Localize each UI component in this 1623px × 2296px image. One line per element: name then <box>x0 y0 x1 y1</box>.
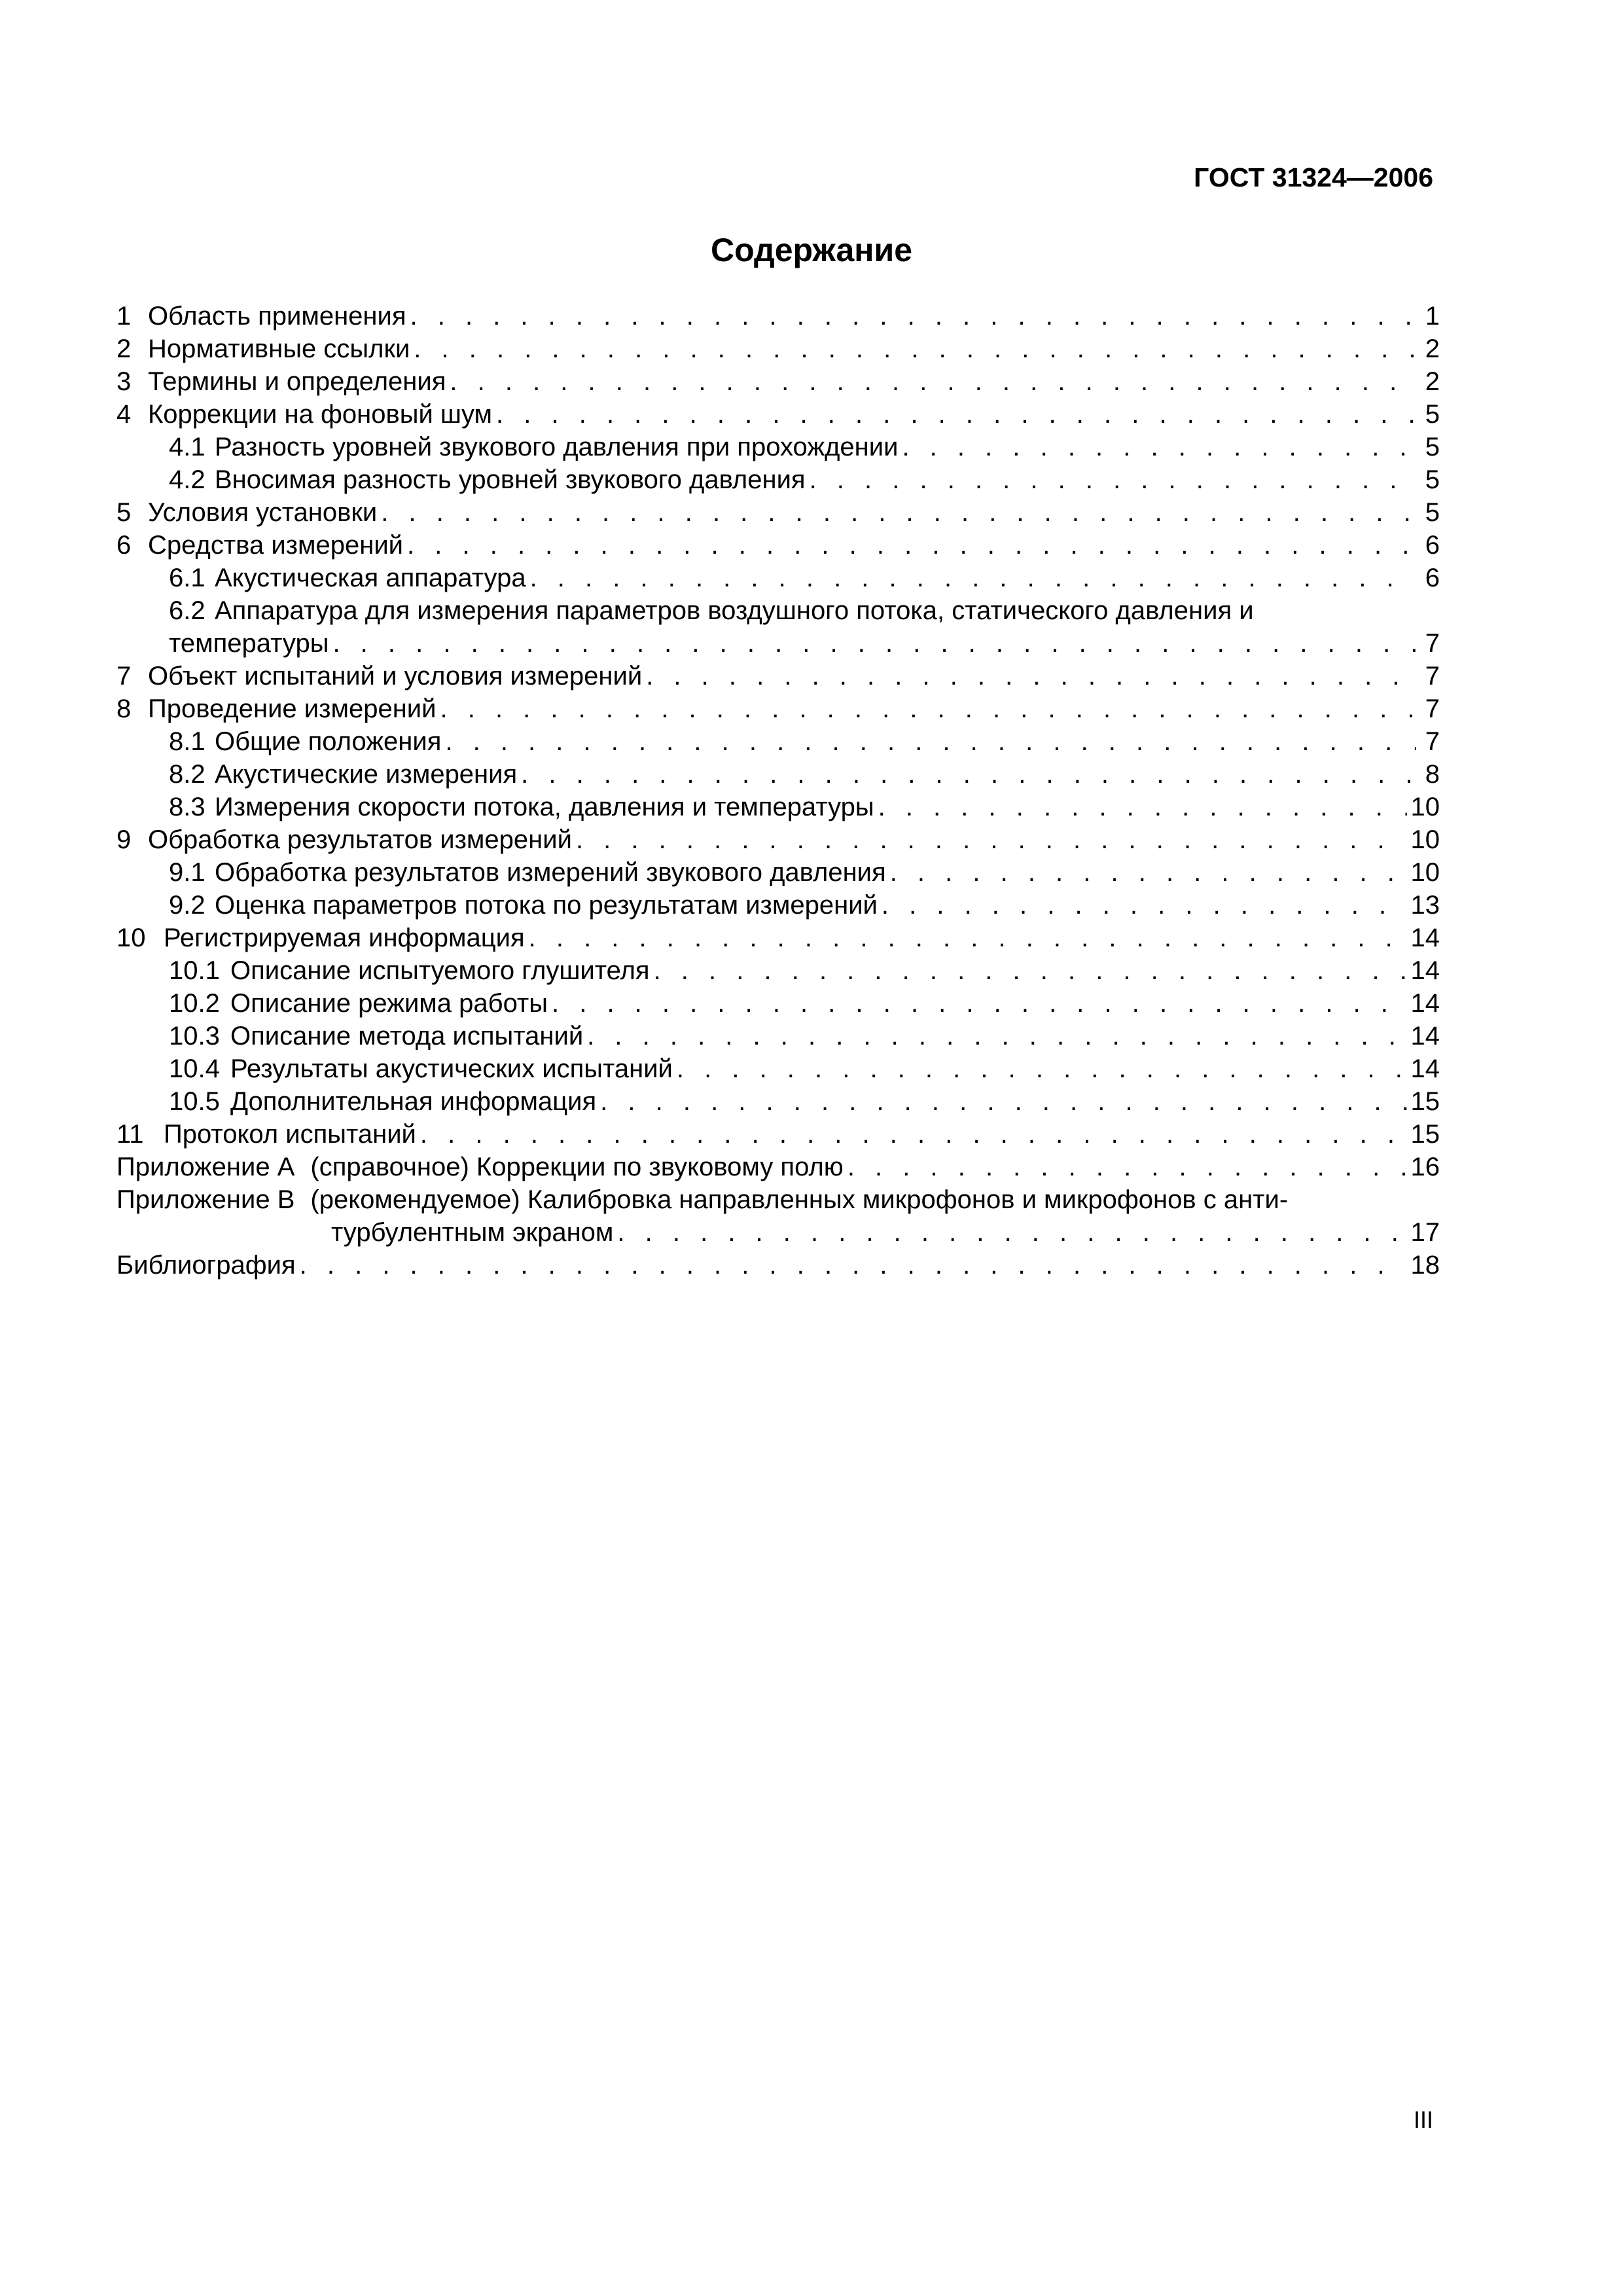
toc-entry-page: 10 <box>1410 825 1440 854</box>
dot-leader <box>450 365 1416 398</box>
toc-entry-number: 6.1 <box>169 564 205 592</box>
toc-entry-8[interactable] <box>116 692 1440 725</box>
toc-entry-page: 5 <box>1425 433 1440 461</box>
toc-entry-6-1[interactable] <box>116 562 1440 594</box>
toc-entry-title: Регистрируемая информация <box>164 924 525 952</box>
dot-leader <box>521 758 1416 791</box>
toc-entry-page: 14 <box>1410 989 1440 1018</box>
toc-entry-title: (справочное) Коррекции по звуковому полю <box>310 1153 844 1181</box>
toc-entry-title: Объект испытаний и условия измерений <box>148 662 643 691</box>
toc-entry-9-2[interactable] <box>116 889 1440 922</box>
toc-entry-8-2[interactable] <box>116 758 1440 791</box>
toc-entry-6-2-continued[interactable] <box>116 627 1440 660</box>
toc-entry-number: 6 <box>116 531 132 560</box>
toc-entry-number: 9.2 <box>169 891 205 920</box>
toc-entry-bibliography[interactable] <box>116 1249 1440 1282</box>
toc-entry-title-continued: температуры <box>169 629 329 658</box>
toc-entry-appendix-b-continued[interactable] <box>116 1216 1440 1249</box>
dot-leader <box>646 660 1416 692</box>
toc-entry-number: 4 <box>116 400 132 429</box>
toc-entry-title: Коррекции на фоновый шум <box>148 400 493 429</box>
toc-entry-number: 9 <box>116 825 132 854</box>
dot-leader <box>440 692 1417 725</box>
toc-entry-title: Обработка результатов измерений <box>148 825 572 854</box>
toc-entry-4-2[interactable] <box>116 463 1440 496</box>
dot-leader <box>414 332 1416 365</box>
toc-entry-title: Аппаратура для измерения параметров воздушного потока, статического давления и <box>215 596 1254 625</box>
toc-entry-3[interactable] <box>116 365 1440 398</box>
dot-leader <box>902 431 1416 463</box>
toc-entry-number: Приложение В <box>116 1185 295 1214</box>
toc-entry-8-1[interactable] <box>116 725 1440 758</box>
toc-entry-number: 8.3 <box>169 793 205 821</box>
toc-entry-page: 10 <box>1410 793 1440 821</box>
document-code: ГОСТ 31324—2006 <box>1194 162 1433 192</box>
toc-entry-number: Приложение А <box>116 1153 295 1181</box>
toc-entry-10-5[interactable] <box>116 1085 1440 1118</box>
toc-entry-title: Проведение измерений <box>148 694 437 723</box>
toc-entry-page: 5 <box>1425 465 1440 494</box>
toc-entry-10[interactable] <box>116 922 1440 954</box>
toc-entry-number: 6.2 <box>169 596 205 625</box>
toc-entry-page: 10 <box>1410 858 1440 887</box>
toc-entry-page: 14 <box>1410 924 1440 952</box>
dot-leader <box>587 1020 1406 1052</box>
toc-entry-page: 16 <box>1410 1153 1440 1181</box>
dot-leader <box>552 987 1407 1020</box>
toc-entry-5[interactable] <box>116 496 1440 529</box>
page-number: III <box>1413 2106 1433 2133</box>
toc-entry-title: Описание режима работы <box>230 989 548 1018</box>
toc-entry-title: Измерения скорости потока, давления и температуры <box>215 793 874 821</box>
toc-entry-page: 2 <box>1425 367 1440 396</box>
toc-entry-title: Библиография <box>116 1251 296 1280</box>
toc-entry-page: 15 <box>1410 1087 1440 1116</box>
toc-entry-title: Область применения <box>148 302 406 331</box>
toc-entry-number: 4.2 <box>169 465 205 494</box>
dot-leader <box>890 856 1407 889</box>
toc-entry-10-1[interactable] <box>116 954 1440 987</box>
toc-entry-title: Разность уровней звукового давления при прохождении <box>215 433 899 461</box>
toc-entry-11[interactable] <box>116 1118 1440 1151</box>
dot-leader <box>882 889 1407 922</box>
toc-entry-page: 7 <box>1425 694 1440 723</box>
toc-entry-number: 11 <box>116 1120 144 1149</box>
toc-entry-page: 14 <box>1410 1022 1440 1050</box>
dot-leader <box>529 922 1407 954</box>
toc-entry-page: 13 <box>1410 891 1440 920</box>
dot-leader <box>407 529 1416 562</box>
toc-entry-number: 4.1 <box>169 433 205 461</box>
toc-entry-title: Результаты акустических испытаний <box>230 1054 673 1083</box>
toc-entry-6-2[interactable] <box>116 594 1440 627</box>
toc-entry-9[interactable] <box>116 823 1440 856</box>
page-title: Содержание <box>710 232 913 268</box>
toc-entry-4[interactable] <box>116 398 1440 431</box>
toc-entry-page: 6 <box>1425 564 1440 592</box>
toc-entry-number: 10.1 <box>169 956 220 985</box>
toc-entry-page: 17 <box>1410 1218 1440 1247</box>
toc-entry-page: 2 <box>1425 334 1440 363</box>
dot-leader <box>677 1052 1407 1085</box>
toc-entry-page: 7 <box>1425 629 1440 658</box>
toc-entry-10-3[interactable] <box>116 1020 1440 1052</box>
toc-entry-title-continued: турбулентным экраном <box>331 1218 614 1247</box>
dot-leader <box>530 562 1416 594</box>
dot-leader <box>878 791 1407 823</box>
toc-entry-page: 15 <box>1410 1120 1440 1149</box>
dot-leader <box>496 398 1416 431</box>
toc-entry-number: 3 <box>116 367 132 396</box>
toc-entry-title: Оценка параметров потока по результатам измерений <box>215 891 878 920</box>
toc-entry-page: 6 <box>1425 531 1440 560</box>
table-of-contents <box>116 300 1440 1282</box>
toc-entry-number: 9.1 <box>169 858 205 887</box>
toc-entry-title: Акустическая аппаратура <box>215 564 526 592</box>
dot-leader <box>600 1085 1406 1118</box>
toc-entry-page: 5 <box>1425 498 1440 527</box>
toc-entry-6[interactable] <box>116 529 1440 562</box>
toc-entry-number: 8.1 <box>169 727 205 756</box>
toc-entry-title: Общие положения <box>215 727 442 756</box>
toc-entry-title: Протокол испытаний <box>164 1120 416 1149</box>
dot-leader <box>445 725 1416 758</box>
toc-entry-page: 14 <box>1410 1054 1440 1083</box>
toc-entry-title: Дополнительная информация <box>230 1087 597 1116</box>
toc-entry-page: 5 <box>1425 400 1440 429</box>
toc-entry-title: Вносимая разность уровней звукового давления <box>215 465 806 494</box>
toc-entry-10-2[interactable] <box>116 987 1440 1020</box>
toc-entry-number: 10.5 <box>169 1087 220 1116</box>
toc-entry-number: 10.3 <box>169 1022 220 1050</box>
toc-entry-number: 7 <box>116 662 132 691</box>
dot-leader <box>654 954 1407 987</box>
toc-entry-number: 10.4 <box>169 1054 220 1083</box>
toc-entry-title: Описание испытуемого глушителя <box>230 956 650 985</box>
toc-entry-title: Термины и определения <box>148 367 446 396</box>
toc-entry-number: 8.2 <box>169 760 205 789</box>
toc-entry-title: Описание метода испытаний <box>230 1022 584 1050</box>
dot-leader <box>300 1249 1407 1282</box>
toc-entry-title: (рекомендуемое) Калибровка направленных микрофонов и микрофонов с анти- <box>310 1185 1289 1214</box>
dot-leader <box>381 496 1416 529</box>
toc-entry-4-1[interactable] <box>116 431 1440 463</box>
toc-entry-page: 8 <box>1425 760 1440 789</box>
toc-entry-8-3[interactable] <box>116 791 1440 823</box>
toc-entry-number: 8 <box>116 694 132 723</box>
toc-entry-page: 7 <box>1425 727 1440 756</box>
toc-entry-page: 1 <box>1425 302 1440 331</box>
dot-leader <box>420 1118 1407 1151</box>
toc-entry-number: 1 <box>116 302 132 331</box>
toc-entry-1[interactable] <box>116 300 1440 332</box>
dot-leader <box>332 627 1416 660</box>
dot-leader <box>617 1216 1406 1249</box>
toc-entry-title: Нормативные ссылки <box>148 334 410 363</box>
toc-entry-7[interactable] <box>116 660 1440 692</box>
toc-entry-2[interactable] <box>116 332 1440 365</box>
toc-entry-page: 7 <box>1425 662 1440 691</box>
dot-leader <box>410 300 1416 332</box>
toc-entry-10-4[interactable] <box>116 1052 1440 1085</box>
dot-leader <box>810 463 1416 496</box>
toc-entry-title: Акустические измерения <box>215 760 518 789</box>
toc-entry-title: Средства измерений <box>148 531 404 560</box>
toc-entry-title: Обработка результатов измерений звукового давления <box>215 858 886 887</box>
toc-entry-appendix-a[interactable] <box>116 1151 1440 1183</box>
toc-entry-number: 10 <box>116 924 146 952</box>
toc-entry-number: 2 <box>116 334 132 363</box>
toc-entry-page: 14 <box>1410 956 1440 985</box>
dot-leader <box>576 823 1407 856</box>
toc-entry-9-1[interactable] <box>116 856 1440 889</box>
toc-entry-appendix-b[interactable] <box>116 1183 1440 1216</box>
dot-leader <box>847 1151 1407 1183</box>
toc-entry-page: 18 <box>1410 1251 1440 1280</box>
toc-entry-number: 10.2 <box>169 989 220 1018</box>
toc-entry-number: 5 <box>116 498 132 527</box>
toc-entry-title: Условия установки <box>148 498 378 527</box>
